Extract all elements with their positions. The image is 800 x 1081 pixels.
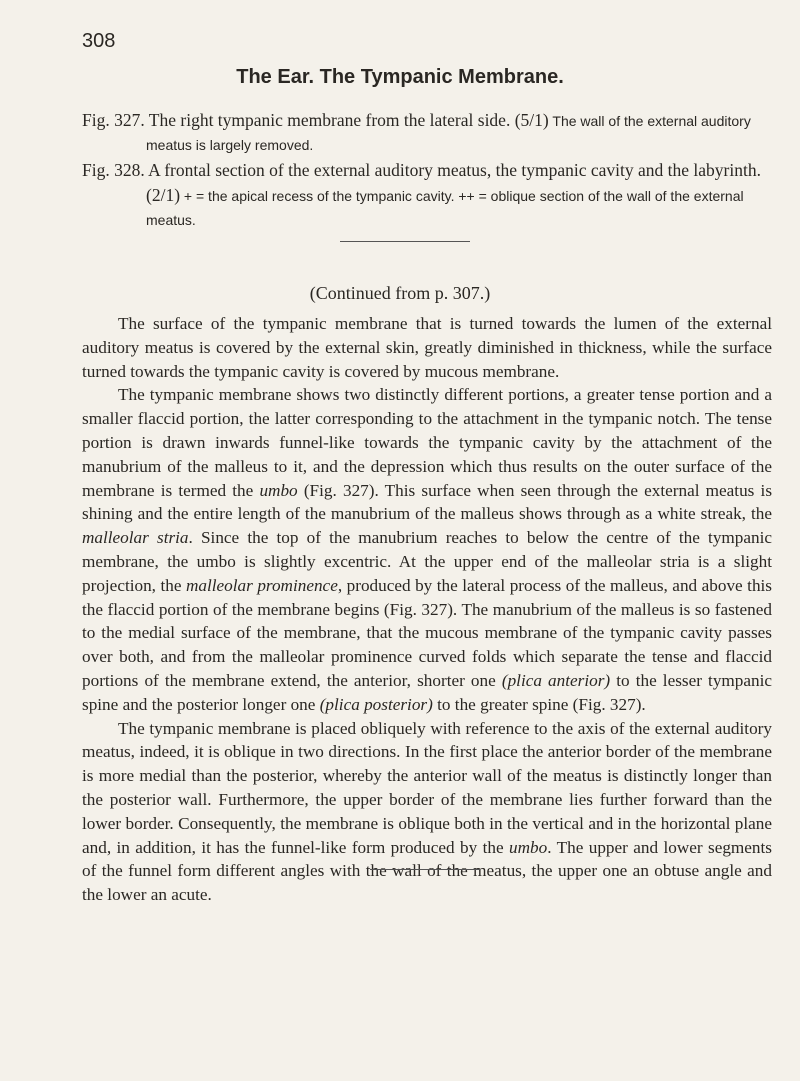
running-head: The Ear. The Tympanic Membrane. <box>236 66 564 88</box>
text-run: The tympanic membrane shows two distinctly different portions, a greater tense portion and a smaller flaccid portion, the latter corresponding to the attachment in the tympanic notch. The tense portion is drawn inwards funnel-like towards the tympanic cavity by the attachment of the manubrium of the malleus to it, and the depression which thus results on the outer surface of the membrane is termed the <box>82 385 772 500</box>
page-number: 308 <box>82 30 116 52</box>
continued-note: (Continued from p. 307.) <box>309 283 491 303</box>
caption-scale: 5/1 <box>520 110 543 130</box>
paragraph-1: The surface of the tympanic membrane that is turned towards the lumen of the external auditory meatus is covered by the external skin, greatly diminished in thickness, while the surface turned towards the tympanic cavity is covered by mucous membrane. <box>82 314 772 381</box>
figure-captions <box>82 108 772 233</box>
text-run: The tympanic membrane is placed obliquely with reference to the axis of the external auditory meatus, indeed, it is oblique in two directions. In the first place the anterior border of the membrane is more medial than the posterior, whereby the anterior wall of the meatus is distinctly longer than the posterior wall. Furthermore, the upper border of the membrane lies further forward than the lower border. Consequently, the membrane is oblique both in the vertical and in the horizontal plane and, in addition, it has the funnel-like form produced by the <box>82 718 772 857</box>
caption-note: + = the apical recess of the tympanic cavity. ++ = oblique section of the wall of the external meatus. <box>146 188 744 228</box>
text-run: . Since the top of the manubrium reaches to below the centre of the tympanic membrane, the umbo is slightly excentric. At the upper end of the malleolar stria is a slight projection, the <box>82 528 773 595</box>
term-plica-anterior: (plica anterior) <box>501 670 611 690</box>
caption-lead: The right tympanic membrane from the lateral side. ( <box>144 110 521 130</box>
text-run: , produced by the lateral process of the malleus, and above this the flaccid portion of the membrane begins (Fig. 327). The manubrium of the malleus is so fastened to the medial surface of the membrane, that the mucous membrane of the tympanic cavity passes over both, and from the malleolar prominence curved folds which separate the tense and flaccid portions of the membrane extend, the anterior, shorter one <box>82 575 772 690</box>
text-run: to the greater spine (Fig. 327). <box>432 694 646 714</box>
caption-note: The wall of the external auditory meatus is largely removed. <box>146 113 751 153</box>
paragraph-2 <box>82 383 772 716</box>
term-malleolar-stria: malleolar stria <box>82 528 189 548</box>
caption-fig-328 <box>82 158 772 232</box>
body-text <box>82 312 772 907</box>
term-umbo: umbo <box>259 480 298 500</box>
term-plica-posterior: (plica posterior) <box>319 694 433 714</box>
section-divider-bottom <box>370 869 480 870</box>
caption-scale: 2/1 <box>151 185 175 205</box>
caption-tail: ) <box>174 185 181 205</box>
term-malleolar-prominence: malleolar prominence <box>185 575 338 595</box>
paragraph-3 <box>82 717 772 907</box>
caption-fig-327 <box>82 108 772 157</box>
text-run: (Fig. 327). This surface when seen through the external meatus is shining and the entire length of the manubrium of the malleus shows through as a white streak, the <box>82 480 773 524</box>
text-run: to the lesser tympanic spine and the posterior longer one <box>82 670 773 714</box>
caption-lead: A frontal section of the external auditory meatus, the tympanic cavity and the labyrinth. ( <box>144 160 761 205</box>
term-umbo: umbo <box>509 837 548 857</box>
section-divider-top <box>340 241 470 242</box>
caption-label: Fig. 327. <box>82 110 145 130</box>
caption-tail: ) <box>542 110 549 130</box>
text-run: . The upper and lower segments of the funnel form different angles with the wall of the meatus, the upper one an obtuse angle and the lower an acute. <box>82 837 772 905</box>
caption-label: Fig. 328. <box>82 160 145 180</box>
